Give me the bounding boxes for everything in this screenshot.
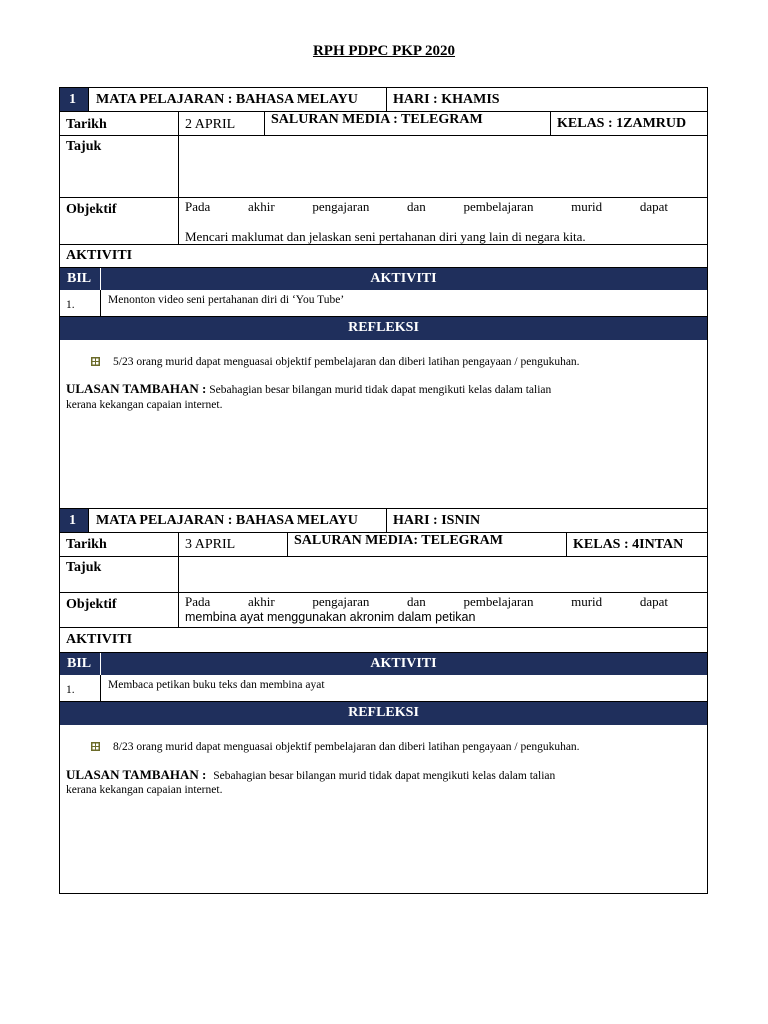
media-channel: SALURAN MEDIA: TELEGRAM bbox=[294, 533, 503, 548]
reflection-header: REFLEKSI bbox=[348, 705, 419, 720]
activity-number: 1. bbox=[66, 684, 75, 696]
date-label: Tarikh bbox=[66, 117, 107, 132]
date-value: 2 APRIL bbox=[185, 117, 236, 132]
day-label: HARI : ISNIN bbox=[393, 513, 481, 528]
remarks-line-2: kerana kekangan capaian internet. bbox=[66, 399, 223, 411]
subject-label: MATA PELAJARAN : BAHASA MELAYU bbox=[96, 92, 358, 107]
activity-column-header: AKTIVITI bbox=[370, 656, 437, 671]
activity-heading: AKTIVITI bbox=[66, 248, 133, 263]
objective-label: Objektif bbox=[66, 597, 117, 612]
objective-line-2: Mencari maklumat dan jelaskan seni pertahanan diri yang lain di negara kita. bbox=[185, 229, 586, 244]
section-number: 1 bbox=[69, 92, 76, 107]
checkbox-bullet-icon bbox=[91, 742, 100, 751]
objective-line-2: membina ayat menggunakan akronim dalam petikan bbox=[185, 610, 476, 624]
objective-label: Objektif bbox=[66, 202, 117, 217]
page-title: RPH PDPC PKP 2020 bbox=[312, 43, 456, 59]
objective-line-1: Pada akhir pengajaran dan pembelajaran murid dapat bbox=[185, 594, 668, 609]
date-label: Tarikh bbox=[66, 537, 107, 552]
activity-number: 1. bbox=[66, 299, 75, 311]
reflection-header: REFLEKSI bbox=[348, 320, 419, 335]
activity-column-header: AKTIVITI bbox=[370, 271, 437, 286]
bil-header: BIL bbox=[67, 271, 92, 286]
bil-header: BIL bbox=[67, 656, 92, 671]
reflection-text: 8/23 orang murid dapat menguasai objektif pembelajaran dan diberi latihan pengayaan / pengukuhan. bbox=[113, 741, 580, 753]
remarks-line-2: kerana kekangan capaian internet. bbox=[66, 784, 223, 796]
class-label: KELAS : 1ZAMRUD bbox=[557, 116, 687, 131]
subject-label: MATA PELAJARAN : BAHASA MELAYU bbox=[96, 513, 358, 528]
section-number: 1 bbox=[69, 513, 76, 528]
remarks-label: ULASAN TAMBAHAN : bbox=[66, 381, 207, 396]
remarks-text: Sebahagian besar bilangan murid tidak dapat mengikuti kelas dalam talian bbox=[209, 384, 552, 396]
activity-text: Menonton video seni pertahanan diri di ‘You Tube’ bbox=[108, 294, 345, 306]
remarks-text: Sebahagian besar bilangan murid tidak dapat mengikuti kelas dalam talian bbox=[213, 770, 556, 782]
remarks-label: ULASAN TAMBAHAN : bbox=[66, 767, 207, 782]
checkbox-bullet-icon bbox=[91, 357, 100, 366]
activity-heading: AKTIVITI bbox=[66, 632, 133, 647]
reflection-text: 5/23 orang murid dapat menguasai objektif pembelajaran dan diberi latihan pengayaan / pengukuhan. bbox=[113, 356, 580, 368]
remarks-line-1 bbox=[66, 381, 551, 398]
class-label: KELAS : 4INTAN bbox=[573, 537, 684, 552]
activity-text: Membaca petikan buku teks dan membina ayat bbox=[108, 679, 325, 691]
date-value: 3 APRIL bbox=[185, 537, 236, 552]
topic-label: Tajuk bbox=[66, 139, 102, 154]
topic-label: Tajuk bbox=[66, 560, 102, 575]
day-label: HARI : KHAMIS bbox=[393, 92, 500, 107]
media-channel: SALURAN MEDIA : TELEGRAM bbox=[271, 112, 483, 127]
plan-frame bbox=[59, 87, 708, 894]
objective-line-1: Pada akhir pengajaran dan pembelajaran murid dapat bbox=[185, 199, 668, 214]
